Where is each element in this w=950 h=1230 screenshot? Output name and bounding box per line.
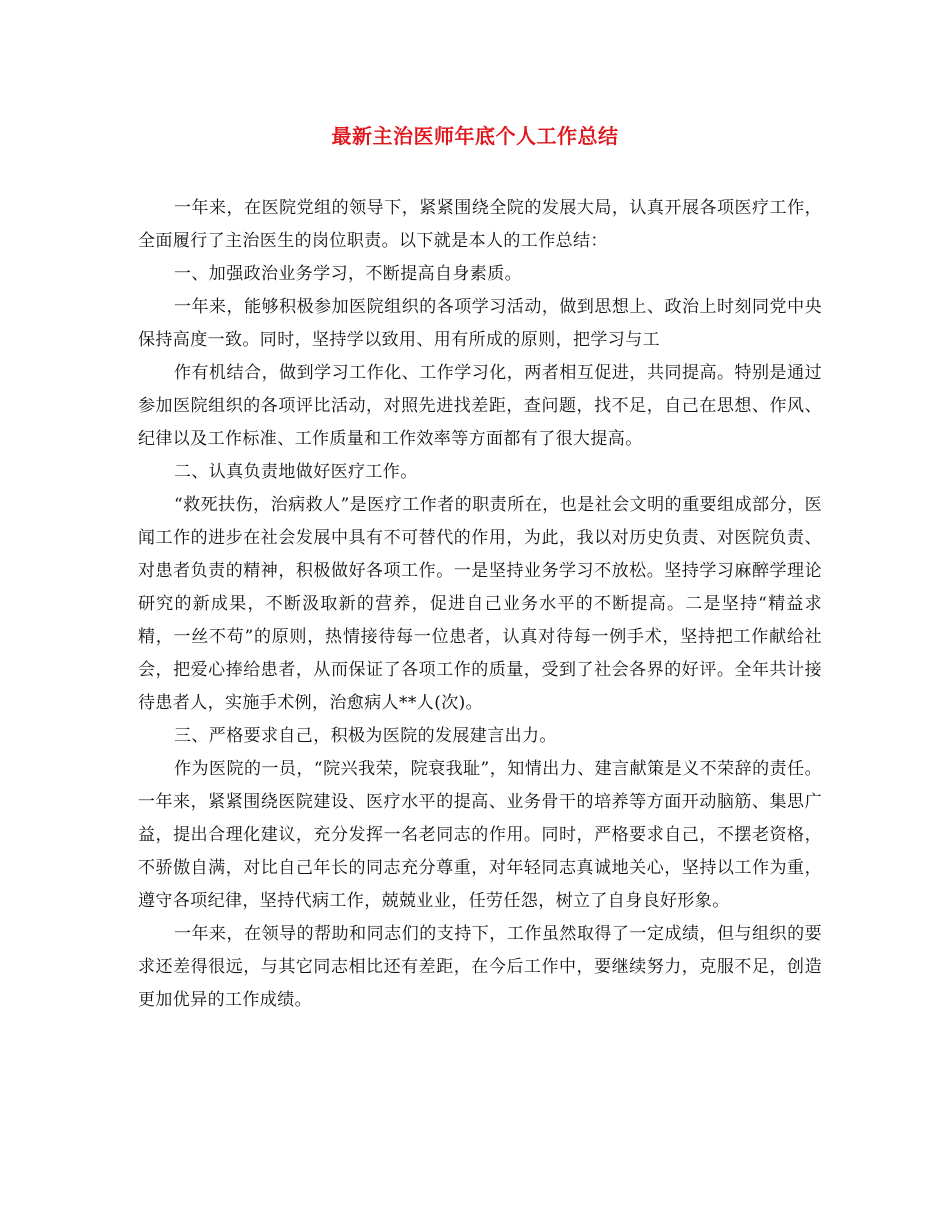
section-heading-1: 一、加强政治业务学习，不断提高自身素质。 <box>174 264 522 284</box>
paragraph-study-continued: 作有机结合，做到学习工作化、工作学习化，两者相互促进，共同提高。特别是通过参加医院组织的各项评比活动，对照先进找差距，查问题，找不足，自己在思想、作风、纪律以及工作标准、工作质量和工作效率等方面都有了很大提高。 <box>138 363 822 449</box>
paragraph-self-discipline: 作为医院的一员，“院兴我荣，院衰我耻”，知情出力、建言献策是义不荣辞的责任。一年来，紧紧围绕医院建设、医疗水平的提高、业务骨干的培养等方面开动脑筋、集思广益，提出合理化建议，充分发挥一名老同志的作用。同时，严格要求自己，不摆老资格，不骄傲自满，对比自己年长的同志充分尊重，对年轻同志真诚地关心，坚持以工作为重，遵守各项纪律，坚持代病工作，兢兢业业，任劳任怨，树立了自身良好形象。 <box>138 759 822 911</box>
document-body <box>138 192 822 1017</box>
paragraph-conclusion: 一年来，在领导的帮助和同志们的支持下，工作虽然取得了一定成绩，但与组织的要求还差得很远，与其它同志相比还有差距，在今后工作中，要继续努力，克服不足，创造更加优异的工作成绩。 <box>138 924 822 1010</box>
paragraph-intro: 一年来，在医院党组的领导下，紧紧围绕全院的发展大局，认真开展各项医疗工作，全面履行了主治医生的岗位职责。以下就是本人的工作总结： <box>138 198 822 251</box>
document-title: 最新主治医师年底个人工作总结 <box>331 124 619 148</box>
section-heading-2: 二、认真负责地做好医疗工作。 <box>174 462 418 482</box>
paragraph-study: 一年来，能够积极参加医院组织的各项学习活动，做到思想上、政治上时刻同党中央保持高度一致。同时，坚持学以致用、用有所成的原则，把学习与工 <box>138 297 822 350</box>
section-heading-3: 三、严格要求自己，积极为医院的发展建言出力。 <box>174 726 557 746</box>
paragraph-medical-work: “救死扶伤，治病救人”是医疗工作者的职责所在，也是社会文明的重要组成部分，医闻工作的进步在社会发展中具有不可替代的作用，为此，我以对历史负责、对医院负责、对患者负责的精神，积极做好各项工作。一是坚持业务学习不放松。坚持学习麻醉学理论研究的新成果，不断汲取新的营养，促进自己业务水平的不断提高。二是坚持“精益求精，一丝不苟”的原则，热情接待每一位患者，认真对待每一例手术，坚持把工作献给社会，把爱心捧给患者，从而保证了各项工作的质量，受到了社会各界的好评。全年共计接待患者人，实施手术例，治愈病人**人(次)。 <box>138 495 822 713</box>
